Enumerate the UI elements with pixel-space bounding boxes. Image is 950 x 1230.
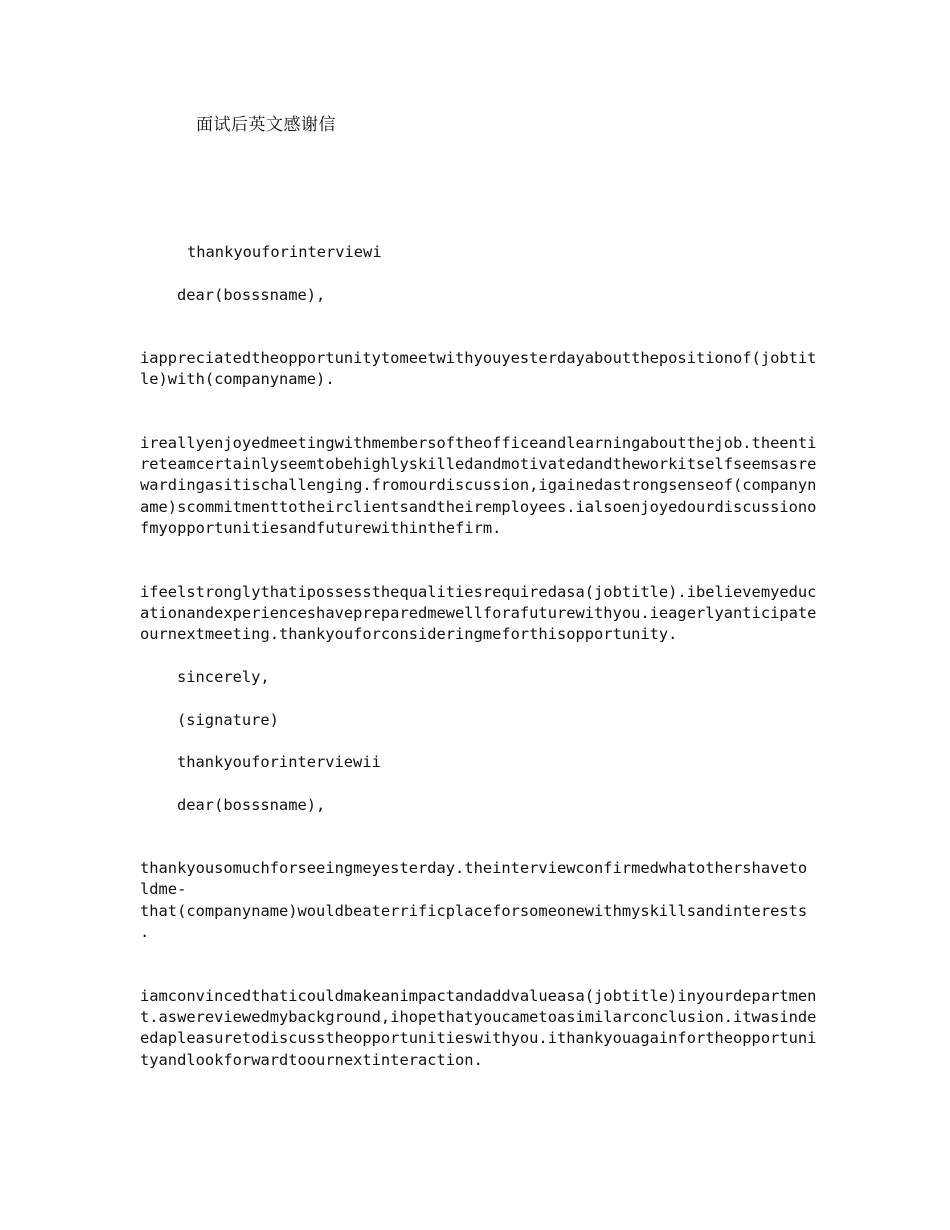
letter2-heading: thankyouforinterviewii	[177, 753, 381, 771]
letter1-paragraph-3: ifeelstronglythatipossessthequalitiesrequiredasa(jobtitle).ibelievemyeducationandexperienceshavepreparedmewellforafuturewithyou.ieagerlyanticipateournextmeeting.thankyouforconsideringmeforthisopportunity.	[140, 583, 817, 644]
letter2-paragraph-1-line-4: .	[140, 923, 150, 941]
letter2-paragraph-2: iamconvincedthaticouldmakeanimpactandaddvalueasa(jobtitle)inyourdepartment.aswereviewedmybackground,ihopethatyoucametoasimilarconclusion.itwasindeedapleasuretodiscusstheopportunitieswithyou.ithankyouagainfortheopportunityandlookforwardtoournextinteraction.	[140, 987, 817, 1069]
letter1-heading: thankyouforinterviewi	[187, 243, 382, 261]
letter2-paragraph-1-line-1: thankyousomuchforseeingmeyesterday.theinterviewconfirmedwhatothershaveto	[140, 859, 808, 877]
letter2-salutation: dear(bosssname),	[177, 796, 326, 814]
letter2-paragraph-1-line-3: that(companyname)wouldbeaterrificplaceforsomeonewithmyskillsandinterests	[140, 902, 808, 920]
letter2-paragraph-1-line-2: ldme-	[140, 880, 187, 898]
letter1-paragraph-2: ireallyenjoyedmeetingwithmembersoftheofficeandlearningaboutthejob.theentireteamcertainlyseemtobehighlyskilledandmotivatedandtheworkitselfseemsasrewardingasitischallenging.fromourdiscussion,igainedastrongsenseof(companyname)scommitmenttotheirclientsandtheiremployees.ialsoenjoyedourdiscussionofmyopportunitiesandfuturewithinthefirm.	[140, 434, 817, 537]
document-title: 面试后英文感谢信	[196, 115, 336, 135]
letter1-signature: (signature)	[177, 711, 279, 729]
letter1-paragraph-1: iappreciatedtheopportunitytomeetwithyouyesterdayaboutthepositionof(jobtitle)with(companyname).	[140, 349, 817, 389]
letter1-closing: sincerely,	[177, 668, 270, 686]
letter1-salutation: dear(bosssname),	[177, 286, 326, 304]
